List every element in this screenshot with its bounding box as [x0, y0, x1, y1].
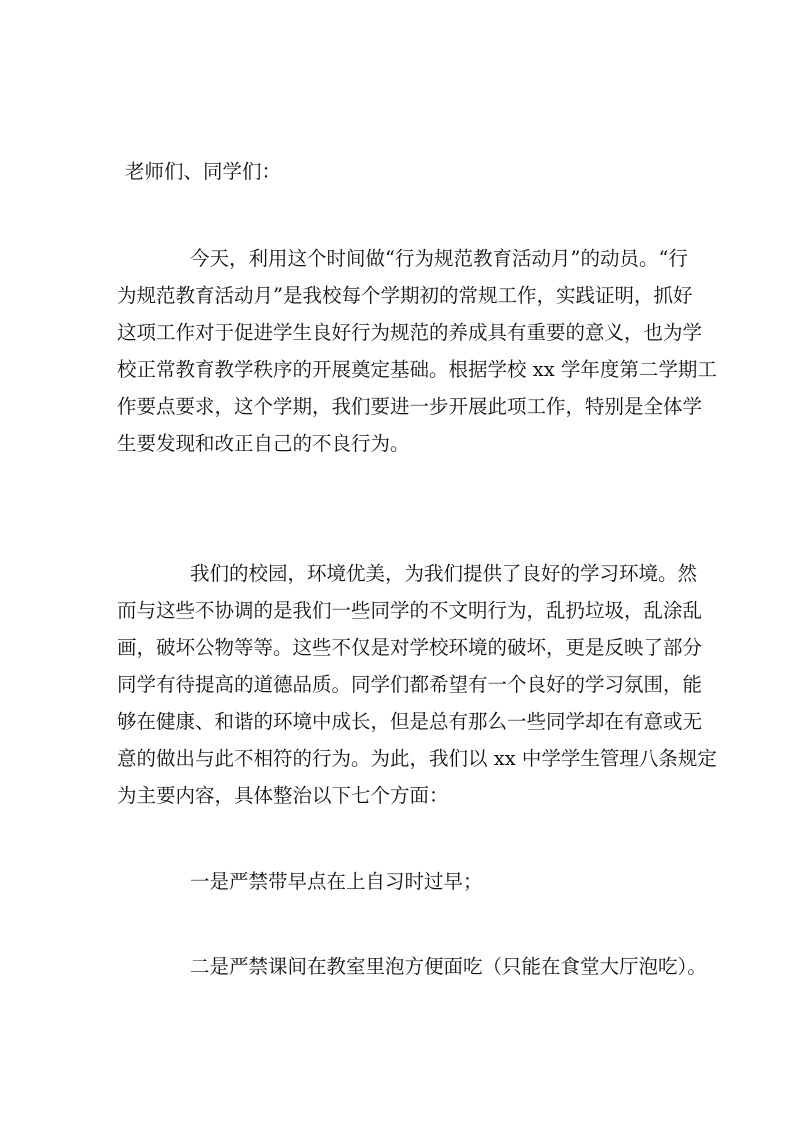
- text-line: 这项工作对于促进学生良好行为规范的养成具有重要的意义，也为学: [117, 321, 703, 344]
- text-line: 画，破坏公物等等。这些不仅是对学校环境的破坏，更是反映了部分: [117, 636, 703, 659]
- text-line: 生要发现和改正自己的不良行为。: [117, 432, 410, 455]
- text-line: 为规范教育活动月”是我校每个学期初的常规工作，实践证明，抓好: [117, 284, 693, 307]
- list-item-1: 一是严禁带早点在上自习时过早；: [190, 870, 483, 893]
- text-line: 够在健康、和谐的环境中成长，但是总有那么一些同学却在有意或无: [117, 710, 703, 733]
- text-line: 同学有待提高的道德品质。同学们都希望有一个良好的学习氛围，能: [117, 673, 703, 696]
- text-line: 为主要内容，具体整治以下七个方面：: [117, 784, 449, 807]
- text-line: 而与这些不协调的是我们一些同学的不文明行为，乱扔垃圾，乱涂乱: [117, 599, 703, 622]
- text-line: 作要点要求，这个学期，我们要进一步开展此项工作，特别是全体学: [117, 395, 703, 418]
- text-line: 今天，利用这个时间做“行为规范教育活动月”的动员。“行: [190, 247, 688, 270]
- list-item-2: 二是严禁课间在教室里泡方便面吃（只能在食堂大厅泡吃）。: [190, 955, 707, 978]
- salutation: 老师们、同学们：: [125, 160, 282, 183]
- text-line: 意的做出与此不相符的行为。为此，我们以 xx 中学学生管理八条规定: [117, 747, 717, 770]
- text-line: 我们的校园，环境优美，为我们提供了良好的学习环境。然: [190, 562, 698, 585]
- text-line: 校正常教育教学秩序的开展奠定基础。根据学校 xx 学年度第二学期工: [117, 358, 717, 381]
